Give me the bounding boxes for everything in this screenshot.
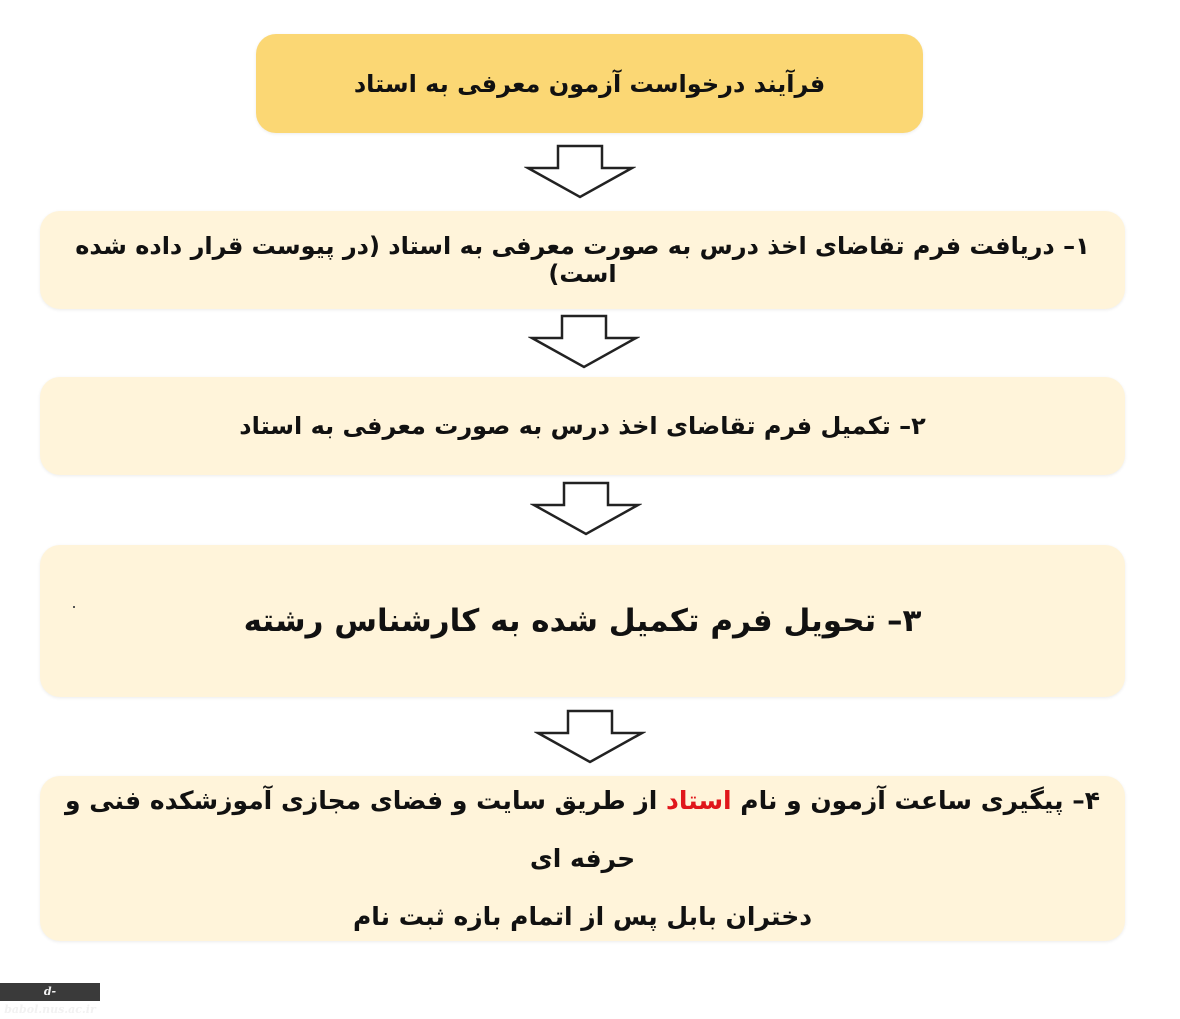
step-2-box <box>40 377 1125 475</box>
arrow-down-icon <box>534 709 646 765</box>
step-4-line-1 <box>40 772 1125 888</box>
arrow-down-icon <box>528 314 640 370</box>
website-watermark: d-babol.nus.ac.ir <box>0 983 100 1001</box>
arrow-down-icon <box>524 144 636 200</box>
step-4-text-before: ۴– پیگیری ساعت آزمون و نام <box>731 785 1100 815</box>
process-title-box <box>256 34 923 133</box>
arrow-down-icon <box>530 481 642 537</box>
step-1-text: ۱– دریافت فرم تقاضای اخذ درس به صورت معرفی به استاد (در پیوست قرار داده شده است) <box>75 232 1090 288</box>
step-1-box <box>40 211 1125 309</box>
step-4-box <box>40 776 1125 941</box>
speck-mark <box>73 606 75 608</box>
process-title: فرآیند درخواست آزمون معرفی به استاد <box>353 69 826 98</box>
step-3-text: ۳– تحویل فرم تکمیل شده به کارشناس رشته <box>243 603 922 639</box>
step-3-box <box>40 545 1125 697</box>
step-2-text: ۲– تکمیل فرم تقاضای اخذ درس به صورت معرفی به استاد <box>239 412 926 440</box>
step-4-line-2: دختران بابل پس از اتمام بازه ثبت نام <box>352 901 813 931</box>
step-4-text-after: از طریق سایت و فضای مجازی آموزشکده فنی و حرفه ای <box>65 785 667 873</box>
step-4-highlight-ostad: استاد <box>666 785 732 815</box>
